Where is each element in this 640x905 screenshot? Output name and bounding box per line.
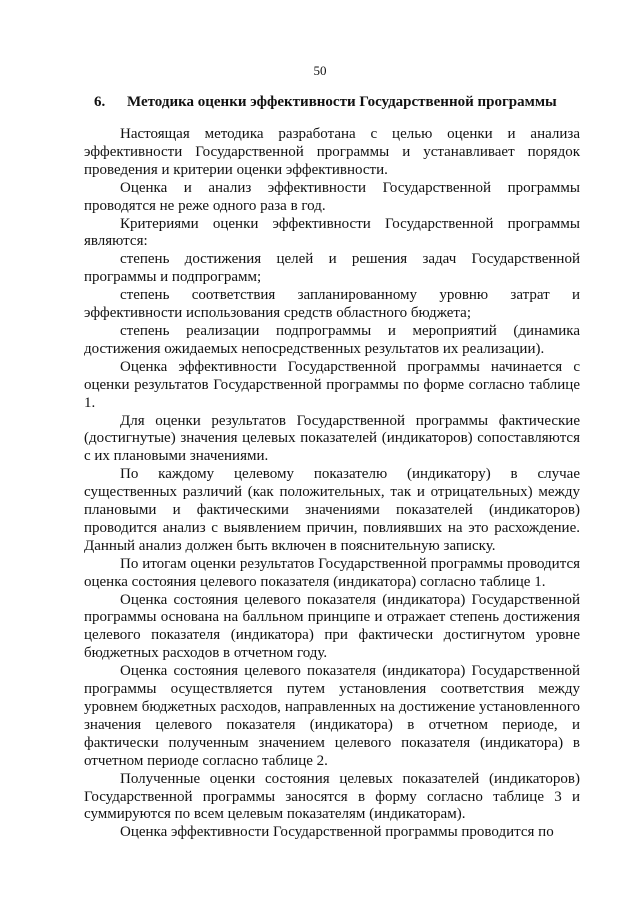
paragraph: Полученные оценки состояния целевых показателей (индикаторов) Государственной программы заносятся в форму согласно таблице 3 и суммируются по всем целевым показателям (индикаторам). (84, 770, 580, 823)
paragraph: Настоящая методика разработана с целью оценки и анализа эффективности Государственной программы и устанавливает порядок проведения и критерии оценки эффективности. (84, 126, 580, 178)
body-text (84, 126, 580, 842)
list-item: степень достижения целей и решения задач Государственной программы и подпрограмм; (84, 251, 580, 286)
paragraph: По каждому целевому показателю (индикатору) в случае существенных различий (как положительных, так и отрицательных) между плановыми и фактическими значениями показателей (индикаторов) проводится анализ с выявлением причин, повлиявших на это расхождение. Данный анализ должен быть включен в пояснительную записку. (84, 466, 580, 554)
paragraph: Оценка эффективности Государственной программы начинается с оценки результатов Государственной программы по форме согласно таблице 1. (84, 358, 580, 411)
paragraph: По итогам оценки результатов Государственной программы проводится оценка состояния целевого показателя (индикатора) согласно таблице 1. (84, 555, 580, 590)
section-number: 6. (94, 94, 106, 110)
list-item: степень соответствия запланированному уровню затрат и эффективности использования средств областного бюджета; (84, 287, 580, 322)
paragraph: Оценка состояния целевого показателя (индикатора) Государственной программы основана на балльном принципе и отражает степень достижения целевого показателя (индикатора) при фактически достигнутом уровне бюджетных расходов в отчетном году. (84, 591, 580, 662)
section-heading (94, 93, 584, 112)
list-item: степень реализации подпрограммы и мероприятий (динамика достижения ожидаемых непосредственных результатов их реализации). (84, 322, 580, 357)
section-title: Методика оценки эффективности Государственной программы (127, 94, 557, 110)
paragraph: Критериями оценки эффективности Государственной программы являются: (84, 215, 580, 250)
paragraph: Для оценки результатов Государственной программы фактические (достигнутые) значения целевых показателей (индикаторов) сопоставляются с их плановыми значениями. (84, 412, 580, 465)
paragraph: Оценка состояния целевого показателя (индикатора) Государственной программы осуществляется путем установления соответствия между уровнем бюджетных расходов, направленных на достижение установленного значения целевого показателя (индикатора) в отчетном периоде, и фактически полученным значением целевого показателя (индикатора) в отчетном периоде согласно таблице 2. (84, 663, 580, 769)
paragraph: Оценка эффективности Государственной программы проводится по (120, 824, 554, 841)
paragraph: Оценка и анализ эффективности Государственной программы проводятся не реже одного раза в год. (84, 179, 580, 214)
page-number: 50 (313, 63, 327, 78)
